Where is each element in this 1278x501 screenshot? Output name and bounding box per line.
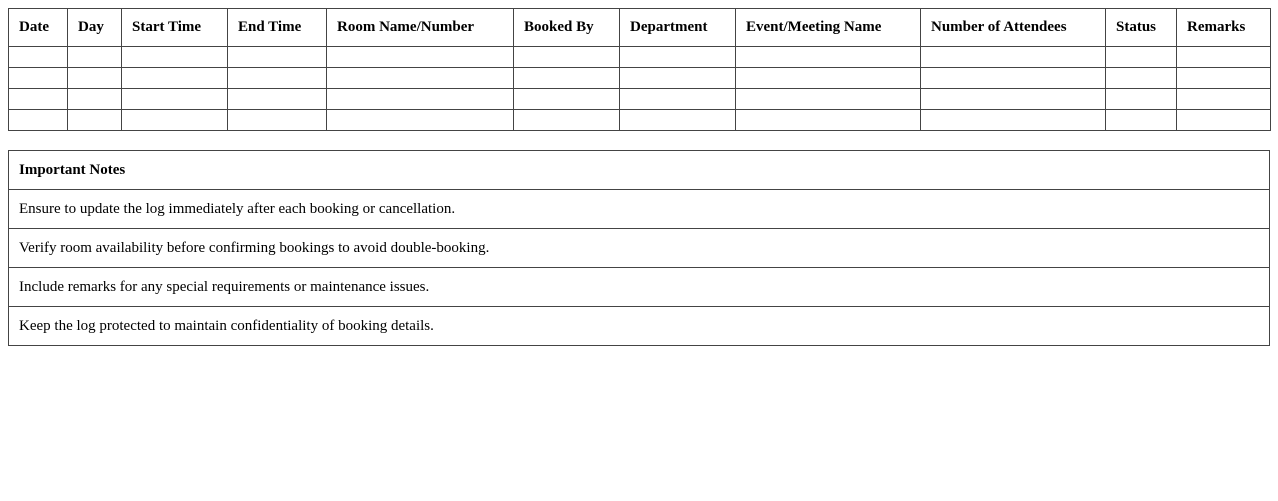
table-cell[interactable] — [620, 110, 736, 131]
table-cell[interactable] — [1106, 68, 1177, 89]
table-cell[interactable] — [327, 110, 514, 131]
table-cell[interactable] — [122, 110, 228, 131]
column-header-attendees: Number of Attendees — [921, 9, 1106, 47]
table-cell[interactable] — [736, 68, 921, 89]
table-cell[interactable] — [327, 89, 514, 110]
table-cell[interactable] — [9, 47, 68, 68]
column-header-room: Room Name/Number — [327, 9, 514, 47]
table-cell[interactable] — [9, 89, 68, 110]
table-cell[interactable] — [921, 89, 1106, 110]
important-notes-table — [8, 150, 1270, 346]
table-cell[interactable] — [1106, 110, 1177, 131]
table-cell[interactable] — [921, 110, 1106, 131]
column-header-day: Day — [68, 9, 122, 47]
column-header-booked-by: Booked By — [514, 9, 620, 47]
table-cell[interactable] — [921, 68, 1106, 89]
note-item: Verify room availability before confirming bookings to avoid double-booking. — [9, 229, 1270, 268]
table-cell[interactable] — [122, 47, 228, 68]
table-row — [9, 47, 1271, 68]
table-cell[interactable] — [1106, 89, 1177, 110]
note-row — [9, 190, 1270, 229]
note-item: Keep the log protected to maintain confidentiality of booking details. — [9, 307, 1270, 346]
column-header-status: Status — [1106, 9, 1177, 47]
note-row — [9, 268, 1270, 307]
table-cell[interactable] — [327, 47, 514, 68]
column-header-start-time: Start Time — [122, 9, 228, 47]
table-cell[interactable] — [327, 68, 514, 89]
table-cell[interactable] — [736, 47, 921, 68]
table-row — [9, 68, 1271, 89]
table-cell[interactable] — [620, 68, 736, 89]
table-cell[interactable] — [228, 110, 327, 131]
table-cell[interactable] — [514, 68, 620, 89]
column-header-department: Department — [620, 9, 736, 47]
table-row — [9, 110, 1271, 131]
column-header-end-time: End Time — [228, 9, 327, 47]
table-cell[interactable] — [68, 89, 122, 110]
table-cell[interactable] — [68, 47, 122, 68]
header-row — [9, 9, 1271, 47]
table-row — [9, 89, 1271, 110]
table-cell[interactable] — [9, 110, 68, 131]
table-cell[interactable] — [514, 47, 620, 68]
table-cell[interactable] — [921, 47, 1106, 68]
table-cell[interactable] — [514, 110, 620, 131]
table-cell[interactable] — [122, 89, 228, 110]
booking-log-table — [8, 8, 1271, 131]
note-item: Include remarks for any special requirements or maintenance issues. — [9, 268, 1270, 307]
notes-header-row — [9, 151, 1270, 190]
note-item: Ensure to update the log immediately after each booking or cancellation. — [9, 190, 1270, 229]
notes-title: Important Notes — [9, 151, 1270, 190]
note-row — [9, 229, 1270, 268]
column-header-event-name: Event/Meeting Name — [736, 9, 921, 47]
column-header-date: Date — [9, 9, 68, 47]
table-cell[interactable] — [228, 89, 327, 110]
table-cell[interactable] — [736, 89, 921, 110]
table-cell[interactable] — [68, 110, 122, 131]
table-cell[interactable] — [1106, 47, 1177, 68]
table-cell[interactable] — [620, 47, 736, 68]
table-cell[interactable] — [1177, 110, 1271, 131]
table-cell[interactable] — [228, 68, 327, 89]
table-cell[interactable] — [68, 68, 122, 89]
table-cell[interactable] — [122, 68, 228, 89]
table-cell[interactable] — [228, 47, 327, 68]
table-cell[interactable] — [1177, 89, 1271, 110]
table-cell[interactable] — [1177, 68, 1271, 89]
table-cell[interactable] — [514, 89, 620, 110]
note-row — [9, 307, 1270, 346]
table-cell[interactable] — [9, 68, 68, 89]
table-cell[interactable] — [736, 110, 921, 131]
table-cell[interactable] — [1177, 47, 1271, 68]
column-header-remarks: Remarks — [1177, 9, 1271, 47]
table-cell[interactable] — [620, 89, 736, 110]
